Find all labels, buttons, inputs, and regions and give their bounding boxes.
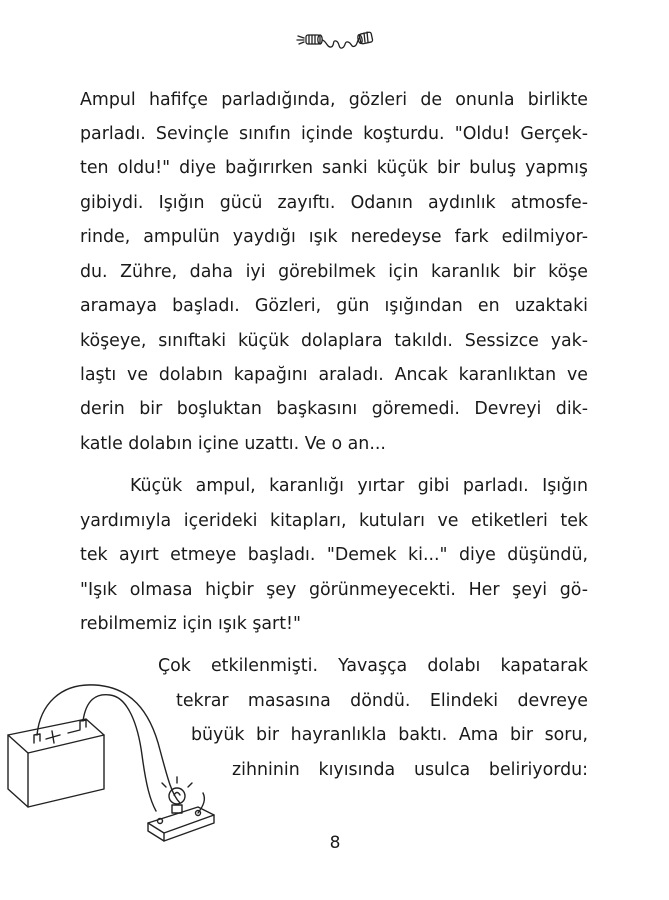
body-text-line: yardımıyla içerideki kitapları, kutuları ve etiketleri tek <box>80 511 588 531</box>
body-text-line: Küçük ampul, karanlığı yırtar gibi parladı. Işığın <box>130 476 588 496</box>
body-text-line: büyük bir hayranlıkla baktı. Ama bir soru, <box>191 725 588 745</box>
battery-bulb-circuit-illustration <box>0 655 240 855</box>
body-text-line: Çok etkilenmişti. Yavaşça dolabı kapatarak <box>158 656 588 676</box>
body-text-line: ten oldu!" diye bağırırken sanki küçük bir buluş yapmış <box>80 158 588 178</box>
body-text-line: köşeye, sınıftaki küçük dolaplara takıldı. Sessizce yak- <box>80 331 588 351</box>
body-text-line: Ampul hafifçe parladığında, gözleri de onunla birlikte <box>80 90 588 110</box>
body-text-line: du. Zühre, daha iyi görebilmek için karanlık bir köşe <box>80 262 588 282</box>
page-number: 8 <box>329 833 341 853</box>
body-text-line: gibiydi. Işığın gücü zayıftı. Odanın aydınlık atmosfe- <box>80 193 588 213</box>
body-text-line: rebilmemiz için ışık şart!" <box>80 614 301 634</box>
body-text-line: derin bir boşluktan başkasını göremedi. Devreyi dik- <box>80 399 588 419</box>
body-text-line: "Işık olmasa hiçbir şey görünmeyecekti. Her şeyi gö- <box>80 580 588 600</box>
body-text-line: zihninin kıyısında usulca beliriyordu: <box>232 760 588 780</box>
body-text-line: aramaya başladı. Gözleri, gün ışığından en uzaktaki <box>80 296 588 316</box>
body-text-line: tek ayırt etmeye başladı. "Demek ki..." diye düşündü, <box>80 545 588 565</box>
body-text-line: laştı ve dolabın kapağını araladı. Ancak karanlıktan ve <box>80 365 588 385</box>
body-text-line: rinde, ampulün yaydığı ışık neredeyse fark edilmiyor- <box>80 227 588 247</box>
telephone-cord-ornament-icon <box>294 26 378 56</box>
body-text-line: tekrar masasına döndü. Elindeki devreye <box>176 691 588 711</box>
body-text-line: katle dolabın içine uzattı. Ve o an... <box>80 434 386 454</box>
body-text-line: parladı. Sevinçle sınıfın içinde koşturdu. "Oldu! Gerçek- <box>80 124 588 144</box>
